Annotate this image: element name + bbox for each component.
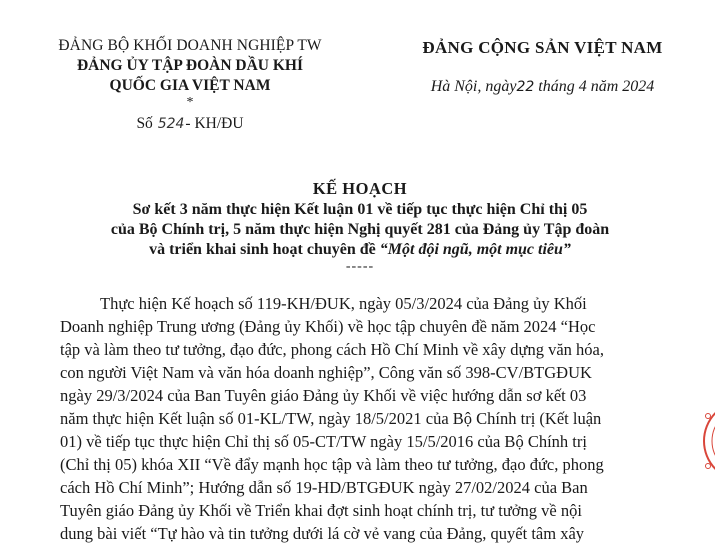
title-line-3 [60, 240, 660, 260]
stamp-outer-ring [704, 401, 715, 481]
body-line: 01) về tiếp tục thực hiện Chỉ thị số 05-CT/TW ngày 15/5/2016 của Bộ Chính trị [60, 432, 587, 451]
body-line: Doanh nghiệp Trung ương (Đảng ủy Khối) về học tập chuyên đề năm 2024 “Học [60, 317, 596, 336]
red-seal-stamp [688, 398, 715, 484]
star-mark: * [186, 95, 194, 110]
party-name: ĐẢNG CỘNG SẢN VIỆT NAM [422, 38, 663, 57]
document-heading: KẾ HOẠCH [312, 179, 408, 198]
date-suffix: tháng 4 năm 2024 [538, 78, 655, 95]
national-header [380, 36, 705, 98]
org-line-3: QUỐC GIA VIỆT NAM [109, 77, 271, 94]
title-line-3-prefix: và triển khai sinh hoạt chuyên đề [149, 241, 376, 258]
stamp-dot-mark [706, 464, 711, 469]
body-line: ngày 29/3/2024 của Ban Tuyên giáo Đảng ủy Khối về việc hướng dẫn sơ kết 03 [60, 386, 587, 405]
title-separator: ----- [345, 259, 375, 274]
body-line: năm thực hiện Kết luận số 01-KL/TW, ngày 18/5/2021 của Bộ Chính trị (Kết luận [60, 409, 602, 428]
doc-number-suffix: - KH/ĐU [185, 115, 244, 132]
title-line-1: Sơ kết 3 năm thực hiện Kết luận 01 về tiếp tục thực hiện Chỉ thị 05 [132, 201, 588, 218]
title-line-2: của Bộ Chính trị, 5 năm thực hiện Nghị quyết 281 của Đảng ủy Tập đoàn [110, 221, 610, 238]
body-line: Thực hiện Kế hoạch số 119-KH/ĐUK, ngày 05/3/2024 của Đảng ủy Khối [100, 294, 587, 313]
stamp-dot-mark [706, 414, 711, 419]
body-line: tập và làm theo tư tưởng, đạo đức, phong cách Hồ Chí Minh về xây dựng văn hóa, [60, 340, 604, 359]
body-line: cách Hồ Chí Minh”; Hướng dẫn số 19-HD/BTGĐUK ngày 27/02/2024 của Ban [60, 478, 588, 497]
title-line-3-quote: “Một đội ngũ, một mục tiêu” [379, 241, 571, 258]
date-prefix: Hà Nội, ngày [430, 78, 517, 95]
body-line: Tuyên giáo Đảng ủy Khối về Triển khai đợt sinh hoạt chính trị, tư tưởng về nội [60, 501, 582, 520]
doc-number-prefix: Số [136, 115, 153, 132]
body-paragraph [60, 292, 665, 545]
document-number [30, 114, 350, 134]
document-title-block [60, 178, 660, 274]
doc-number-handwritten: 524 [157, 116, 185, 132]
org-line-2: ĐẢNG ỦY TẬP ĐOÀN DẦU KHÍ [76, 57, 304, 74]
body-line: (Chỉ thị 05) khóa XII “Về đẩy mạnh học tập và làm theo tư tưởng, đạo đức, phong [60, 455, 604, 474]
body-line: dung bài viết “Tự hào và tin tưởng dưới lá cờ vẻ vang của Đảng, quyết tâm xây [60, 524, 585, 543]
date-day-handwritten: 22 [516, 79, 535, 95]
org-line-1: ĐẢNG BỘ KHỐI DOANH NGHIỆP TW [58, 37, 322, 54]
body-line: con người Việt Nam và văn hóa doanh nghiệp”, Công văn số 398-CV/BTGĐUK [60, 363, 592, 382]
issuing-organization [30, 36, 350, 134]
issue-date [380, 76, 705, 98]
